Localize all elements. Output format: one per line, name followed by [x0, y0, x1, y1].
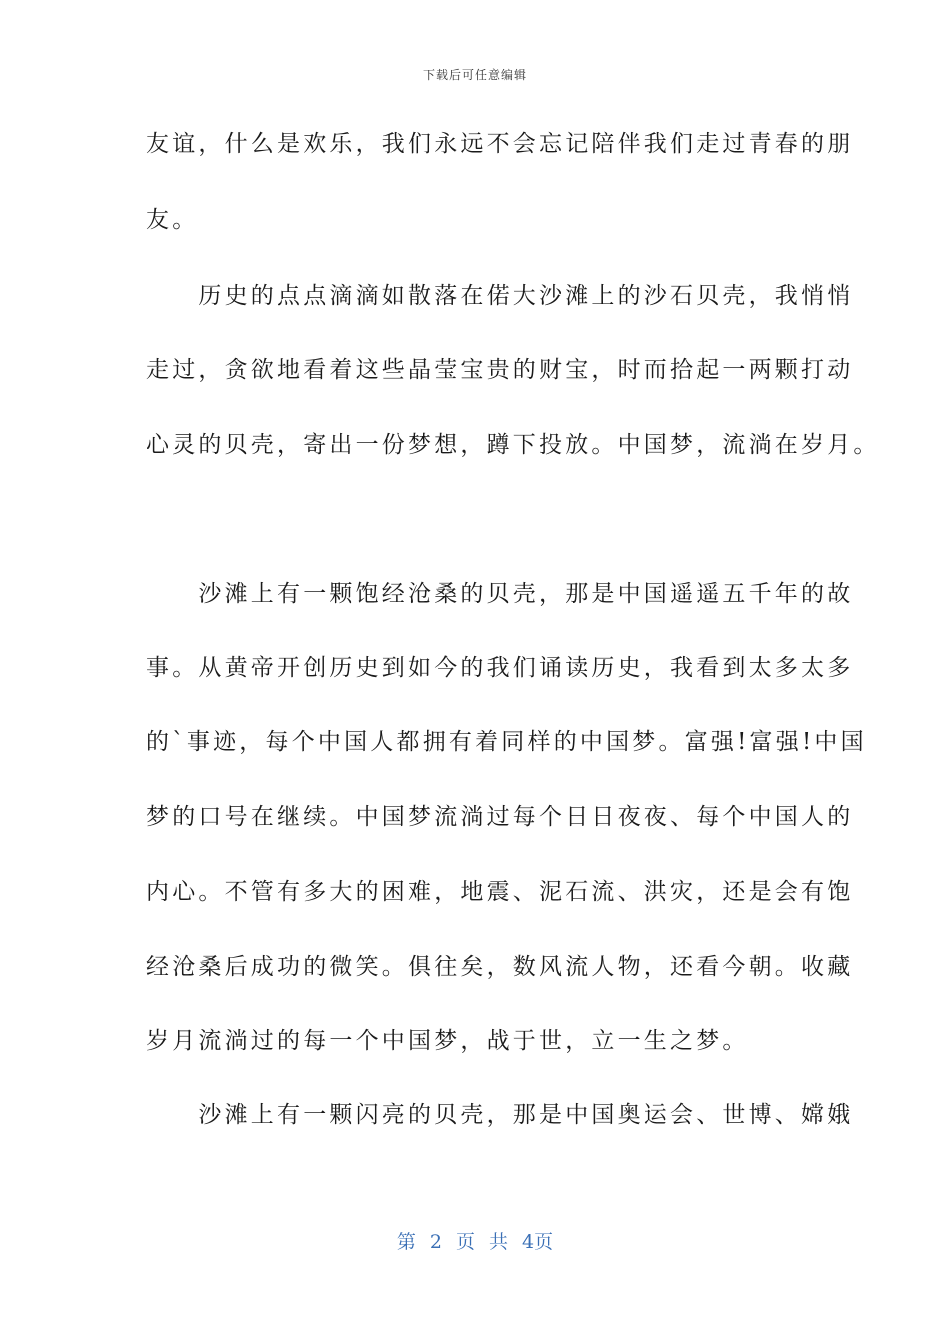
text-line: 历史的点点滴滴如散落在偌大沙滩上的沙石贝壳，我悄悄	[146, 283, 854, 309]
text-line: 友谊，什么是欢乐，我们永远不会忘记陪伴我们走过青春的朋	[146, 131, 854, 157]
page-number-footer	[0, 1227, 950, 1254]
total-pages: 4页	[522, 1231, 554, 1253]
text-line: 走过，贪欲地看着这些晶莹宝贵的财宝，时而拾起一两颗打动	[146, 357, 854, 383]
page-header-note: 下载后可任意编辑	[422, 68, 527, 82]
text-line: 岁月流淌过的每一个中国梦，战于世，立一生之梦。	[146, 1028, 749, 1054]
page-label-ye: 页	[455, 1231, 475, 1253]
text-line: 梦的口号在继续。中国梦流淌过每个日日夜夜、每个中国人的	[146, 804, 854, 830]
text-line: 心灵的贝壳，寄出一份梦想，蹲下投放。中国梦，流淌在岁月。	[146, 432, 880, 458]
text-line: 的`事迹，每个中国人都拥有着同样的中国梦。富强!富强!中国	[146, 729, 867, 755]
text-line: 内心。不管有多大的困难，地震、泥石流、洪灾，还是会有饱	[146, 879, 854, 905]
text-line: 经沧桑后成功的微笑。俱往矣，数风流人物，还看今朝。收藏	[146, 954, 854, 980]
page-label-gong: 共	[489, 1231, 509, 1253]
page-label-di: 第	[396, 1231, 416, 1253]
text-line: 沙滩上有一颗闪亮的贝壳，那是中国奥运会、世博、嫦娥	[146, 1102, 854, 1128]
text-line: 友。	[146, 207, 199, 233]
current-page-number: 2	[429, 1231, 442, 1253]
text-line: 沙滩上有一颗饱经沧桑的贝壳，那是中国遥遥五千年的故	[146, 581, 854, 607]
text-line: 事。从黄帝开创历史到如今的我们诵读历史，我看到太多太多	[146, 655, 854, 681]
